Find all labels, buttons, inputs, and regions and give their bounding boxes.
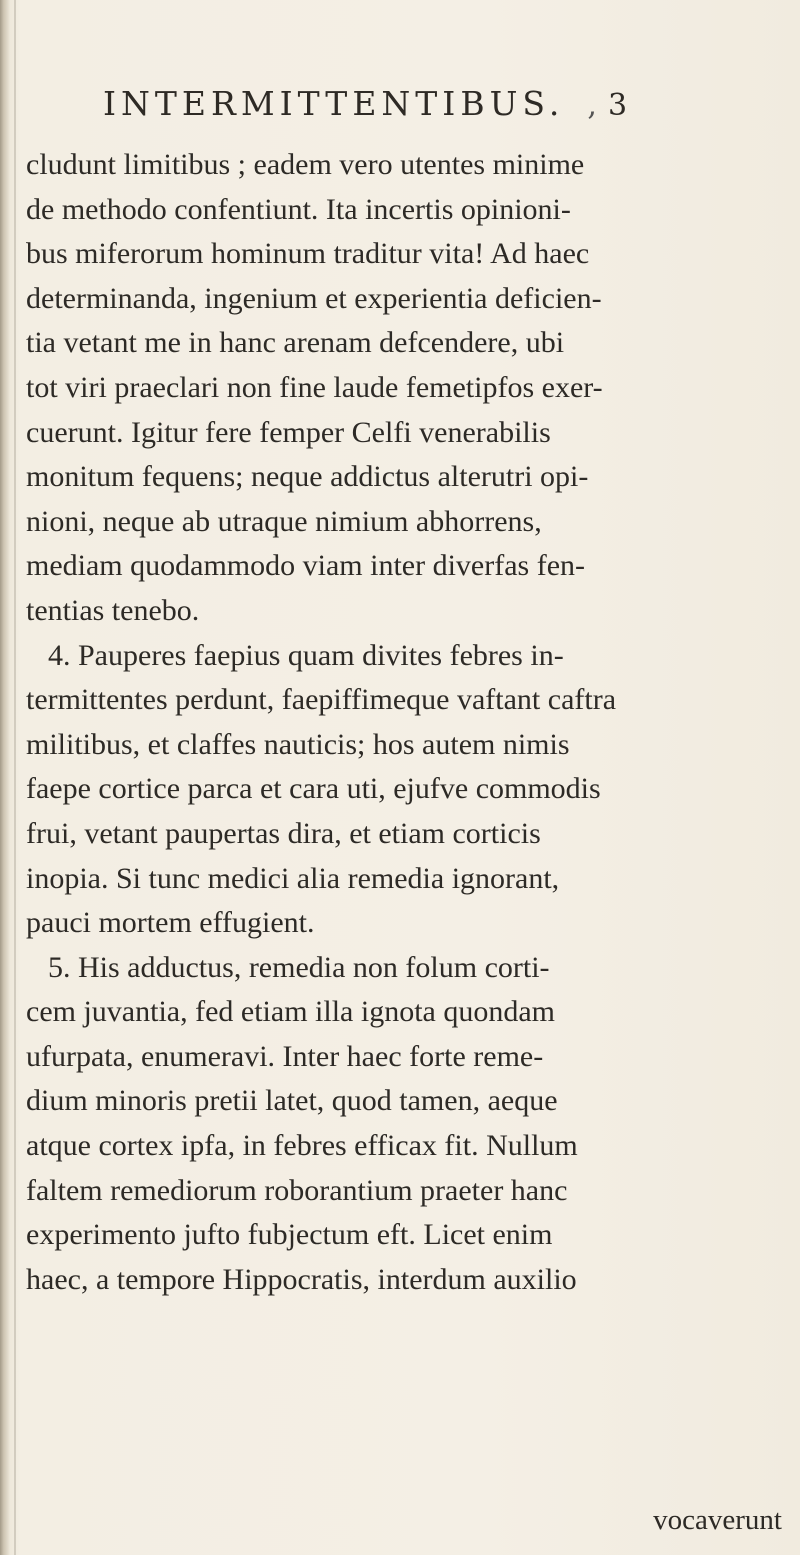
text-line: faltem remediorum roborantium praeter hanc	[26, 1173, 568, 1207]
text-line: tia vetant me in hanc arenam defcendere, ubi	[26, 326, 565, 360]
text-line: monitum fequens; neque addictus alterutri opi-	[26, 460, 589, 494]
running-separator: ,	[587, 88, 597, 123]
text-line: termittentes perdunt, faepiffimeque vaftant caftra	[26, 683, 617, 717]
text-line: cem juvantia, fed etiam illa ignota quondam	[26, 995, 555, 1029]
text-line: atque cortex ipfa, in febres efficax fit. Nullum	[26, 1129, 578, 1163]
body-text	[26, 143, 786, 1302]
gutter-shadow	[0, 0, 10, 1555]
catchword-row	[0, 1504, 782, 1537]
text-line: militibus, et claffes nauticis; hos autem nimis	[26, 727, 570, 761]
text-line: tot viri praeclari non fine laude femetipfos exer-	[26, 370, 603, 404]
text-line: tentias tenebo.	[26, 593, 200, 627]
text-line: frui, vetant paupertas dira, et etiam corticis	[26, 816, 541, 850]
text-line: bus miferorum hominum traditur vita! Ad haec	[26, 237, 590, 271]
text-line: faepe cortice parca et cara uti, ejufve commodis	[26, 772, 601, 806]
spine-edge	[14, 0, 16, 1555]
running-head	[103, 84, 703, 134]
text-line: determinanda, ingenium et experientia deficien-	[26, 281, 602, 315]
text-line: pauci mortem effugient.	[26, 906, 315, 940]
text-line: ufurpata, enumeravi. Inter haec forte reme-	[26, 1039, 544, 1073]
text-line: mediam quodammodo viam inter diverfas fen-	[26, 549, 585, 583]
text-line: 4. Pauperes faepius quam divites febres in-	[48, 638, 564, 672]
text-line: de methodo confentiunt. Ita incertis opinioni-	[26, 192, 571, 226]
catchword: vocaverunt	[653, 1504, 782, 1536]
running-title: INTERMITTENTIBUS.	[103, 84, 565, 123]
text-line: nioni, neque ab utraque nimium abhorrens,	[26, 504, 542, 538]
text-line: inopia. Si tunc medici alia remedia ignorant,	[26, 861, 560, 895]
text-line: haec, a tempore Hippocratis, interdum auxilio	[26, 1262, 577, 1296]
text-line: cludunt limitibus ; eadem vero utentes minime	[26, 148, 585, 181]
text-line: cuerunt. Igitur fere femper Celfi venerabilis	[26, 415, 551, 449]
text-line: dium minoris pretii latet, quod tamen, aeque	[26, 1084, 558, 1118]
text-line: 5. His adductus, remedia non folum corti-	[48, 950, 550, 984]
page-number: 3	[608, 88, 628, 123]
text-line: experimento jufto fubjectum eft. Licet enim	[26, 1218, 553, 1252]
